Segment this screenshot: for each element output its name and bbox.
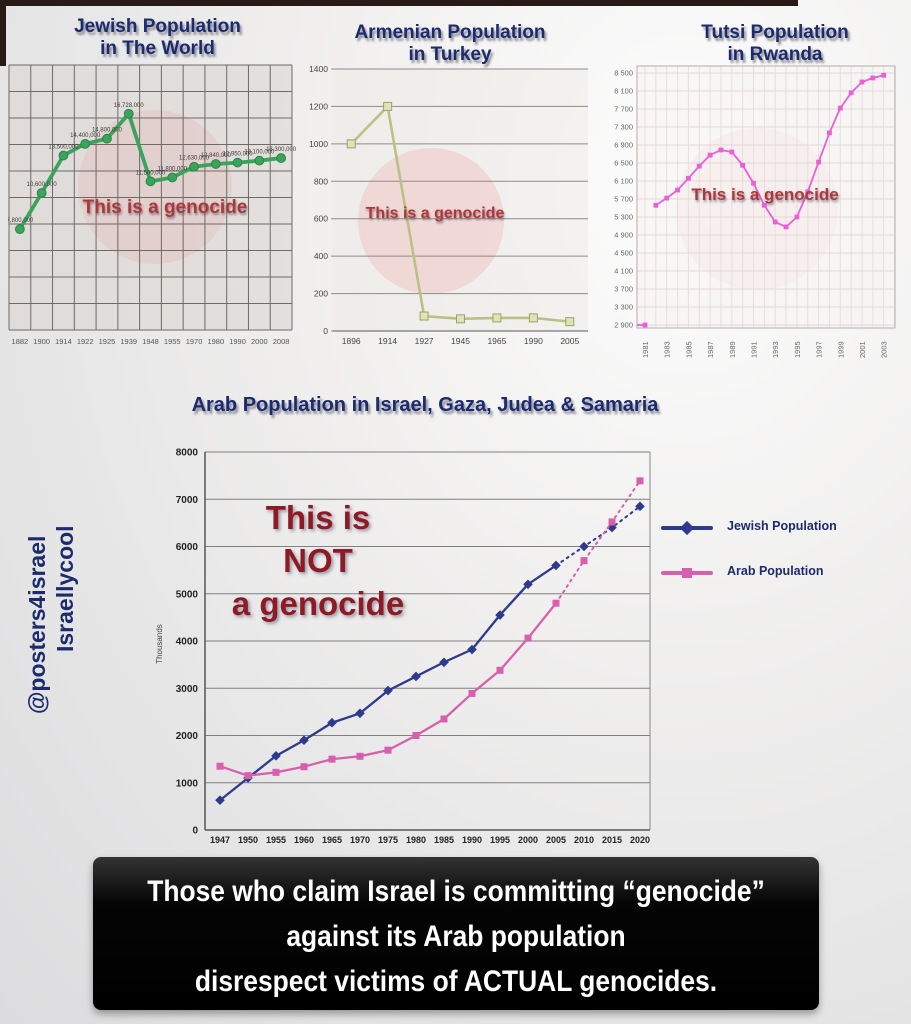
svg-text:13,500,000: 13,500,000 [48, 144, 79, 151]
svg-text:14,400,000: 14,400,000 [70, 132, 101, 139]
svg-text:Thousands: Thousands [155, 624, 164, 664]
svg-text:1975: 1975 [377, 835, 399, 845]
title-line: in Turkey [408, 43, 492, 65]
svg-text:2005: 2005 [545, 835, 567, 845]
footer-line: disrespect victims of ACTUAL genocides. [194, 965, 718, 998]
svg-text:13,100,000: 13,100,000 [244, 149, 275, 156]
svg-text:1987: 1987 [706, 341, 716, 358]
title-line: Tutsi Population [701, 22, 849, 43]
svg-text:5 700: 5 700 [614, 194, 633, 204]
svg-text:6000: 6000 [175, 542, 198, 553]
svg-text:16,728,000: 16,728,000 [113, 102, 144, 109]
svg-text:1914: 1914 [55, 337, 72, 346]
svg-text:1948: 1948 [142, 337, 159, 346]
svg-text:1965: 1965 [321, 835, 343, 845]
footer-line: Those who claim Israel is committing “genocide” [147, 875, 765, 908]
svg-text:1200: 1200 [309, 101, 328, 112]
footer-line: against its Arab population [286, 920, 626, 953]
svg-text:1990: 1990 [461, 835, 483, 845]
svg-text:1960: 1960 [293, 835, 315, 845]
svg-text:1995: 1995 [792, 341, 802, 358]
square-marker-icon [682, 568, 692, 578]
svg-text:4 500: 4 500 [614, 248, 633, 258]
svg-text:12,840,000: 12,840,000 [200, 153, 231, 160]
title-line: Jewish Population [74, 16, 241, 37]
annotation-line: NOT [283, 542, 353, 579]
svg-text:2020: 2020 [629, 835, 651, 845]
svg-text:1947: 1947 [209, 835, 231, 845]
svg-text:1896: 1896 [341, 336, 361, 346]
legend-label: Arab Population [727, 564, 824, 578]
diamond-marker-icon [680, 521, 694, 535]
svg-text:8 100: 8 100 [614, 86, 633, 96]
svg-text:6 500: 6 500 [614, 158, 633, 168]
svg-text:2000: 2000 [517, 835, 539, 845]
svg-text:1925: 1925 [98, 337, 116, 346]
svg-text:1995: 1995 [489, 835, 511, 845]
svg-text:3 300: 3 300 [614, 302, 633, 312]
svg-text:1991: 1991 [749, 341, 759, 358]
svg-text:5 300: 5 300 [614, 212, 633, 222]
svg-text:1989: 1989 [727, 341, 737, 358]
svg-text:1985: 1985 [433, 835, 455, 845]
svg-text:7,800,000: 7,800,000 [8, 218, 34, 225]
svg-text:1000: 1000 [309, 138, 328, 149]
svg-text:1980: 1980 [207, 337, 225, 346]
svg-text:3 700: 3 700 [614, 284, 633, 294]
svg-text:2003: 2003 [879, 341, 889, 358]
annotation-line: This is [265, 499, 371, 536]
svg-text:8 500: 8 500 [614, 68, 633, 78]
svg-text:2000: 2000 [175, 731, 198, 742]
footer-statement-box [93, 857, 819, 1010]
svg-text:7000: 7000 [175, 494, 198, 506]
svg-text:3000: 3000 [175, 683, 198, 695]
svg-text:12,950,000: 12,950,000 [222, 151, 253, 158]
tutsi-population-rwanda-chart [600, 60, 908, 360]
svg-text:1985: 1985 [684, 341, 694, 358]
svg-text:5000: 5000 [175, 589, 198, 601]
svg-text:200: 200 [313, 288, 328, 299]
svg-text:1999: 1999 [836, 341, 846, 358]
svg-text:2010: 2010 [573, 835, 595, 845]
svg-text:12,630,000: 12,630,000 [179, 155, 210, 162]
svg-text:6 900: 6 900 [614, 140, 633, 150]
svg-text:2001: 2001 [858, 341, 867, 358]
arab-population-main-chart [140, 430, 680, 858]
legend-label: Jewish Population [727, 519, 837, 533]
jewish-world-chart-title [40, 16, 275, 60]
title-line: in The World [100, 37, 215, 59]
title-line: Armenian Population [354, 22, 546, 43]
svg-text:1970: 1970 [349, 835, 371, 845]
svg-text:1939: 1939 [120, 337, 138, 346]
svg-text:0: 0 [323, 326, 328, 336]
svg-text:1950: 1950 [237, 835, 259, 845]
svg-text:10,600,000: 10,600,000 [26, 181, 57, 188]
svg-text:7 300: 7 300 [614, 122, 633, 132]
svg-text:1900: 1900 [33, 337, 50, 346]
svg-text:1990: 1990 [229, 337, 246, 346]
svg-text:1000: 1000 [175, 778, 198, 790]
svg-text:1983: 1983 [662, 341, 672, 358]
svg-text:1993: 1993 [771, 341, 781, 358]
svg-text:1945: 1945 [451, 336, 470, 346]
svg-text:1990: 1990 [523, 336, 543, 346]
legend-entry-arab [655, 563, 905, 583]
svg-text:400: 400 [313, 251, 328, 262]
svg-text:1882: 1882 [11, 337, 29, 346]
photo-edge-left [0, 0, 6, 66]
svg-text:7 700: 7 700 [614, 104, 633, 114]
genocide-annotation: This is a genocide [82, 197, 248, 218]
svg-text:4 100: 4 100 [614, 266, 633, 276]
svg-text:1980: 1980 [405, 835, 427, 845]
svg-text:1970: 1970 [185, 337, 203, 346]
svg-text:1400: 1400 [309, 64, 328, 74]
svg-text:13,300,000: 13,300,000 [266, 147, 297, 154]
photo-edge-top [0, 0, 798, 6]
svg-text:2 900: 2 900 [614, 320, 633, 330]
title-line: in Rwanda [727, 43, 823, 65]
svg-text:1955: 1955 [163, 337, 181, 346]
svg-text:1997: 1997 [814, 341, 824, 358]
svg-text:4 900: 4 900 [614, 230, 633, 240]
not-genocide-annotation [228, 496, 408, 625]
main-chart-title: Arab Population in Israel, Gaza, Judea & Samaria [191, 394, 659, 416]
svg-text:600: 600 [313, 213, 328, 224]
svg-text:8000: 8000 [175, 447, 198, 459]
svg-text:4000: 4000 [175, 636, 198, 648]
svg-text:6 100: 6 100 [614, 176, 633, 186]
svg-text:1927: 1927 [414, 336, 434, 346]
svg-text:11,800,000: 11,800,000 [157, 166, 188, 173]
svg-text:14,800,000: 14,800,000 [91, 127, 122, 134]
svg-text:2015: 2015 [601, 835, 623, 845]
legend-entry-jewish [655, 518, 905, 538]
annotation-line: a genocide [231, 585, 405, 622]
watermark-handle: @posters4israel [24, 535, 50, 714]
svg-text:2005: 2005 [560, 336, 580, 346]
svg-text:1914: 1914 [378, 336, 398, 346]
genocide-annotation: This is a genocide [691, 185, 839, 204]
genocide-annotation: This is a genocide [365, 205, 505, 222]
svg-text:11,500,000: 11,500,000 [135, 170, 166, 177]
svg-text:1965: 1965 [487, 336, 507, 346]
svg-text:0: 0 [192, 825, 198, 837]
svg-text:2008: 2008 [272, 337, 290, 346]
watermark-site: Israellycool [52, 525, 78, 652]
svg-text:1981: 1981 [641, 341, 650, 358]
svg-text:1922: 1922 [76, 337, 94, 346]
svg-text:1955: 1955 [265, 835, 287, 845]
svg-text:2000: 2000 [251, 337, 268, 346]
svg-text:800: 800 [313, 176, 328, 187]
